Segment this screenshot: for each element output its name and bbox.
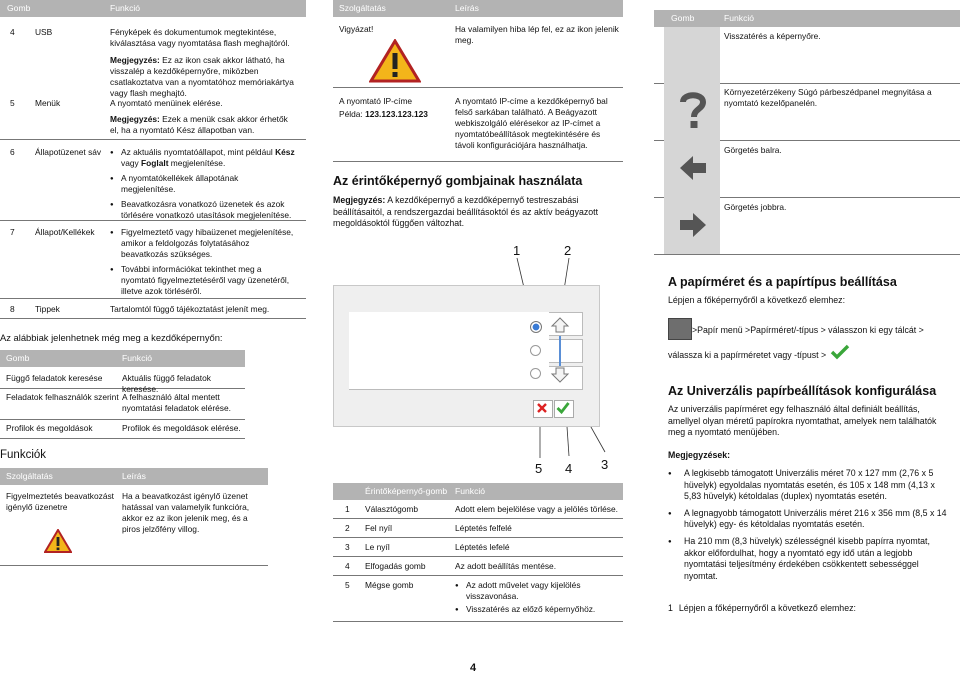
row-desc-text: Fényképek és dokumentumok megtekintése, kiválasztása vagy nyomtatása flash meghajtóról. [110, 27, 290, 49]
bullet-item: ● További információkat tekinthet meg a nyomtató figyelmeztetéséről vagy üzenetéről, illetve azok törléséről. [110, 264, 295, 297]
table-row [333, 518, 623, 538]
callout-2: 2 [564, 243, 572, 258]
row-name: Figyelmeztetés beavatkozást igénylő üzenetre [6, 491, 114, 513]
row-number: 2 [345, 523, 350, 533]
note-text: Ezek a menük csak akkor érhetők el, ha a nyomtató Kész állapotban van. [110, 114, 288, 136]
row-desc-text: A felhasználó által mentett nyomtatási feladatok elérése. [122, 392, 231, 414]
universal-heading: Az Univerzális papírbeállítások konfigurálása [668, 384, 937, 398]
row-number: 5 [10, 98, 15, 108]
step-number: 1 [668, 603, 673, 613]
row-name: A nyomtató IP-címe [339, 96, 413, 106]
touchscreen-heading: Az érintőképernyő gombjainak használata [333, 174, 583, 188]
row-desc-text: Léptetés lefelé [455, 542, 510, 552]
paper-size-heading: A papírméret és a papírtípus beállítása [668, 275, 897, 289]
row-number: 4 [10, 27, 15, 37]
header-leiras: Leírás [455, 3, 479, 13]
row-desc-text: A nyomtató IP-címe a kezdőképernyő bal felső sarkában található. A Beágyazott webkiszolgáló elérésekor az IP-címet a nyomtatóbeállítások megtekintésére és távoli konfigurációjára használhatja. [455, 96, 608, 151]
row-desc-text: Profilok és megoldások elérése. [122, 423, 241, 433]
bullet-item: ● Az adott művelet vagy kijelölés visszavonása. [455, 580, 620, 602]
row-name: Tippek [35, 304, 60, 314]
checkmark-icon [830, 344, 850, 360]
table-row [654, 140, 960, 198]
row-allapotuzenet [0, 140, 306, 221]
header-szolgaltatas: Szolgáltatás [339, 3, 386, 13]
universal-paragraph: Az univerzális papírméret egy felhasználó által definiált beállítás, amellyel olyan méretű papírokra nyomtathat, amelyek nem találhatók meg a nyomtató menüjében. [668, 404, 937, 438]
row-number: 5 [345, 580, 350, 590]
scroll-up-arrow-icon[interactable] [550, 316, 570, 334]
row-desc-text: Aktuális függő feladatok keresése. [122, 373, 211, 395]
header-funkcio: Funkció [724, 13, 755, 23]
scrollbar-track[interactable] [559, 336, 561, 366]
row-name: Állapot/Kellékek [35, 227, 95, 237]
table-row [333, 575, 623, 622]
service-table-header [333, 0, 623, 17]
bullet-item: ● Ha 210 mm (8,3 hüvelyk) szélességnél kisebb papírra nyomtat, akkor előfordulhat, hogy a nyomtató egy idő után a legjobb nyomtatási teljesítmény érdekében csökkentett sebességgel nyomtat. [668, 536, 953, 582]
row-tippek [0, 298, 306, 319]
notes-label: Megjegyzések: [668, 450, 731, 460]
row-desc-text: Görgetés balra. [724, 145, 782, 155]
arrow-left-icon [678, 154, 708, 182]
header-funkcio: Funkció [455, 486, 486, 496]
bullet-item: ● Figyelmeztető vagy hibaüzenet megjelenítése, amikor a feldolgozás folytatásához beavatkozás szükséges. [110, 227, 295, 260]
table-row [0, 388, 245, 420]
row-number: 1 [345, 504, 350, 514]
home-icon-tile [664, 27, 720, 83]
row-bullets [110, 227, 295, 302]
accept-check-icon [556, 401, 570, 414]
row-desc [110, 27, 298, 100]
row-name: Le nyíl [365, 542, 390, 552]
note-label: Megjegyzés: [110, 114, 160, 125]
header-funkcio: Funkció [122, 353, 153, 363]
row-desc-text: Ha a beavatkozást igénylő üzenet hatással van valamelyik funkcióra, akkor ez az ikon jelenik meg, és a piros jelzőfény villog. [122, 491, 250, 535]
table-row [333, 17, 623, 88]
row-desc-text: Adott elem bejelölése vagy a jelölés törlése. [455, 504, 618, 514]
row-desc-text: Az adott beállítás mentése. [455, 561, 557, 571]
bullet-item: ● Beavatkozásra vonatkozó üzenetek és azok törlésére vonatkozó utasítások megjelenítése. [110, 199, 295, 221]
bullet-item: ● Az aktuális nyomtatóállapot, mint például Kész vagy Foglalt megjelenítése. [110, 147, 295, 169]
paper-size-intro: Lépjen a főképernyőről a következő elemhez: [668, 295, 846, 305]
radio-button[interactable] [530, 345, 541, 356]
intro-text: Az alábbiak jelenhetnek még meg a kezdőképernyőn: [0, 332, 223, 343]
row-name: USB [35, 27, 53, 37]
row-note [110, 55, 298, 99]
row-desc-text: Környezetérzékeny Súgó párbeszédpanel megnyitása a nyomtató kezelőpanelén. [724, 87, 932, 109]
row-number: 8 [10, 304, 15, 314]
row-number: 6 [10, 147, 15, 157]
row-desc-text: Tartalomtól függő tájékoztatást jelenít meg. [110, 304, 270, 314]
path-line-2: válassza ki a papírméretet vagy -típust > [668, 350, 827, 360]
row-number: 4 [345, 561, 350, 571]
table-row [333, 87, 623, 162]
radio-button-selected[interactable] [530, 321, 542, 333]
row-bullets [455, 580, 620, 619]
row-example: Példa: 123.123.123.123 [339, 109, 428, 119]
row-desc-text: Léptetés felfelé [455, 523, 512, 533]
table-row [0, 367, 245, 395]
row-desc-text: Görgetés jobbra. [724, 202, 787, 212]
cancel-x-icon [536, 402, 548, 414]
row-desc-text: Visszatérés a képernyőre. [724, 31, 821, 41]
row-note [110, 114, 298, 136]
step-1 [668, 603, 856, 615]
row-desc-text: Ha valamilyen hiba lép fel, ez az ikon jelenik meg. [455, 24, 619, 46]
header-gomb: Gomb [671, 13, 695, 23]
row-name: Állapotüzenet sáv [35, 147, 102, 157]
button-table-header [333, 483, 623, 500]
row-desc-text: A nyomtató menüinek elérése. [110, 98, 223, 108]
row-allapot-kellekek [0, 220, 306, 299]
row-name: Fel nyíl [365, 523, 392, 533]
home-button-icon [668, 318, 692, 340]
table-row [333, 500, 623, 519]
header-gomb: Érintőképernyő-gomb [365, 486, 448, 496]
table-row [333, 537, 623, 557]
note-text: Ez az ikon csak akkor látható, ha visszalép a kezdőképernyőre, miközben csatlakoztatva van a nyomtatóhoz memóriakártya vagy flash meghajtó. [110, 55, 294, 99]
row-name: Profilok és megoldások [6, 423, 93, 433]
row-bullets [110, 147, 295, 226]
table-row [333, 556, 623, 576]
row-number: 7 [10, 227, 15, 237]
table-row [654, 83, 960, 141]
top-table-header [0, 0, 306, 17]
row-desc [110, 98, 298, 136]
callout-5: 5 [535, 461, 543, 476]
warning-icon [369, 39, 421, 83]
row-name: Elfogadás gomb [365, 561, 426, 571]
notes-list [668, 468, 953, 586]
row-name: Menük [35, 98, 61, 108]
help-icon [676, 89, 710, 131]
row-name: Függő feladatok keresése [6, 373, 103, 383]
path-line-1: >Papír menü >Papírméret/-típus > válasszon ki egy tálcát > [692, 325, 924, 335]
row-name: Feladatok felhasználók szerint [6, 392, 119, 402]
table-row [654, 27, 960, 84]
arrow-right-icon [678, 211, 708, 239]
row-menuk [0, 98, 306, 140]
bullet-item: ● A legnagyobb támogatott Univerzális méret 216 x 356 mm (8,5 x 14 hüvelyk) egy- és kétoldalas nyomtatás esetén. [668, 508, 953, 531]
page-number: 4 [470, 662, 477, 674]
header-gomb: Gomb [7, 3, 31, 13]
radio-button[interactable] [530, 368, 541, 379]
table-row [654, 197, 960, 255]
row-name: Mégse gomb [365, 580, 414, 590]
bullet-item: ● A legkisebb támogatott Univerzális méret 70 x 127 mm (2,76 x 5 hüvelyk) egyoldalas nyomtatás esetén, és 105 x 148 mm (4,13 x 5,83 hüvelyk) kétoldalas (duplex) nyomtatás esetén. [668, 468, 953, 503]
header-gomb: Gomb [6, 353, 30, 363]
bullet-item: ● A nyomtatókellékek állapotának megjelenítése. [110, 173, 295, 195]
header-funkcio: Funkció [110, 3, 141, 13]
right-table-header [654, 10, 960, 27]
funkciok-heading: Funkciók [0, 449, 47, 461]
header-szolgaltatas: Szolgáltatás [6, 471, 53, 481]
mid-table-header [0, 350, 245, 367]
callout-4: 4 [565, 461, 573, 476]
table-row [0, 485, 268, 566]
func-table-header [0, 468, 268, 485]
scroll-down-arrow-icon[interactable] [550, 366, 570, 384]
warning-icon [44, 529, 72, 553]
row-name: Választógomb [365, 504, 419, 514]
step-text: Lépjen a főképernyőről a következő elemhez: [678, 603, 856, 613]
table-row [0, 419, 245, 439]
callout-3: 3 [601, 457, 609, 472]
touchscreen-note: Megjegyzés: A kezdőképernyő a kezdőképernyő testreszabási beállításaitól, a rendszergazdai beállításoktól és az aktív beágyazott megoldásoktól függően változhat. [333, 195, 599, 229]
list-panel [349, 312, 549, 389]
row-number: 3 [345, 542, 350, 552]
header-leiras: Leírás [122, 471, 146, 481]
touchscreen-illustration [333, 240, 623, 476]
bullet-item: ● Visszatérés az előző képernyőhöz. [455, 604, 620, 615]
callout-1: 1 [513, 243, 521, 258]
row-name: Vigyázat! [339, 24, 374, 34]
note-label: Megjegyzés: [110, 55, 160, 66]
